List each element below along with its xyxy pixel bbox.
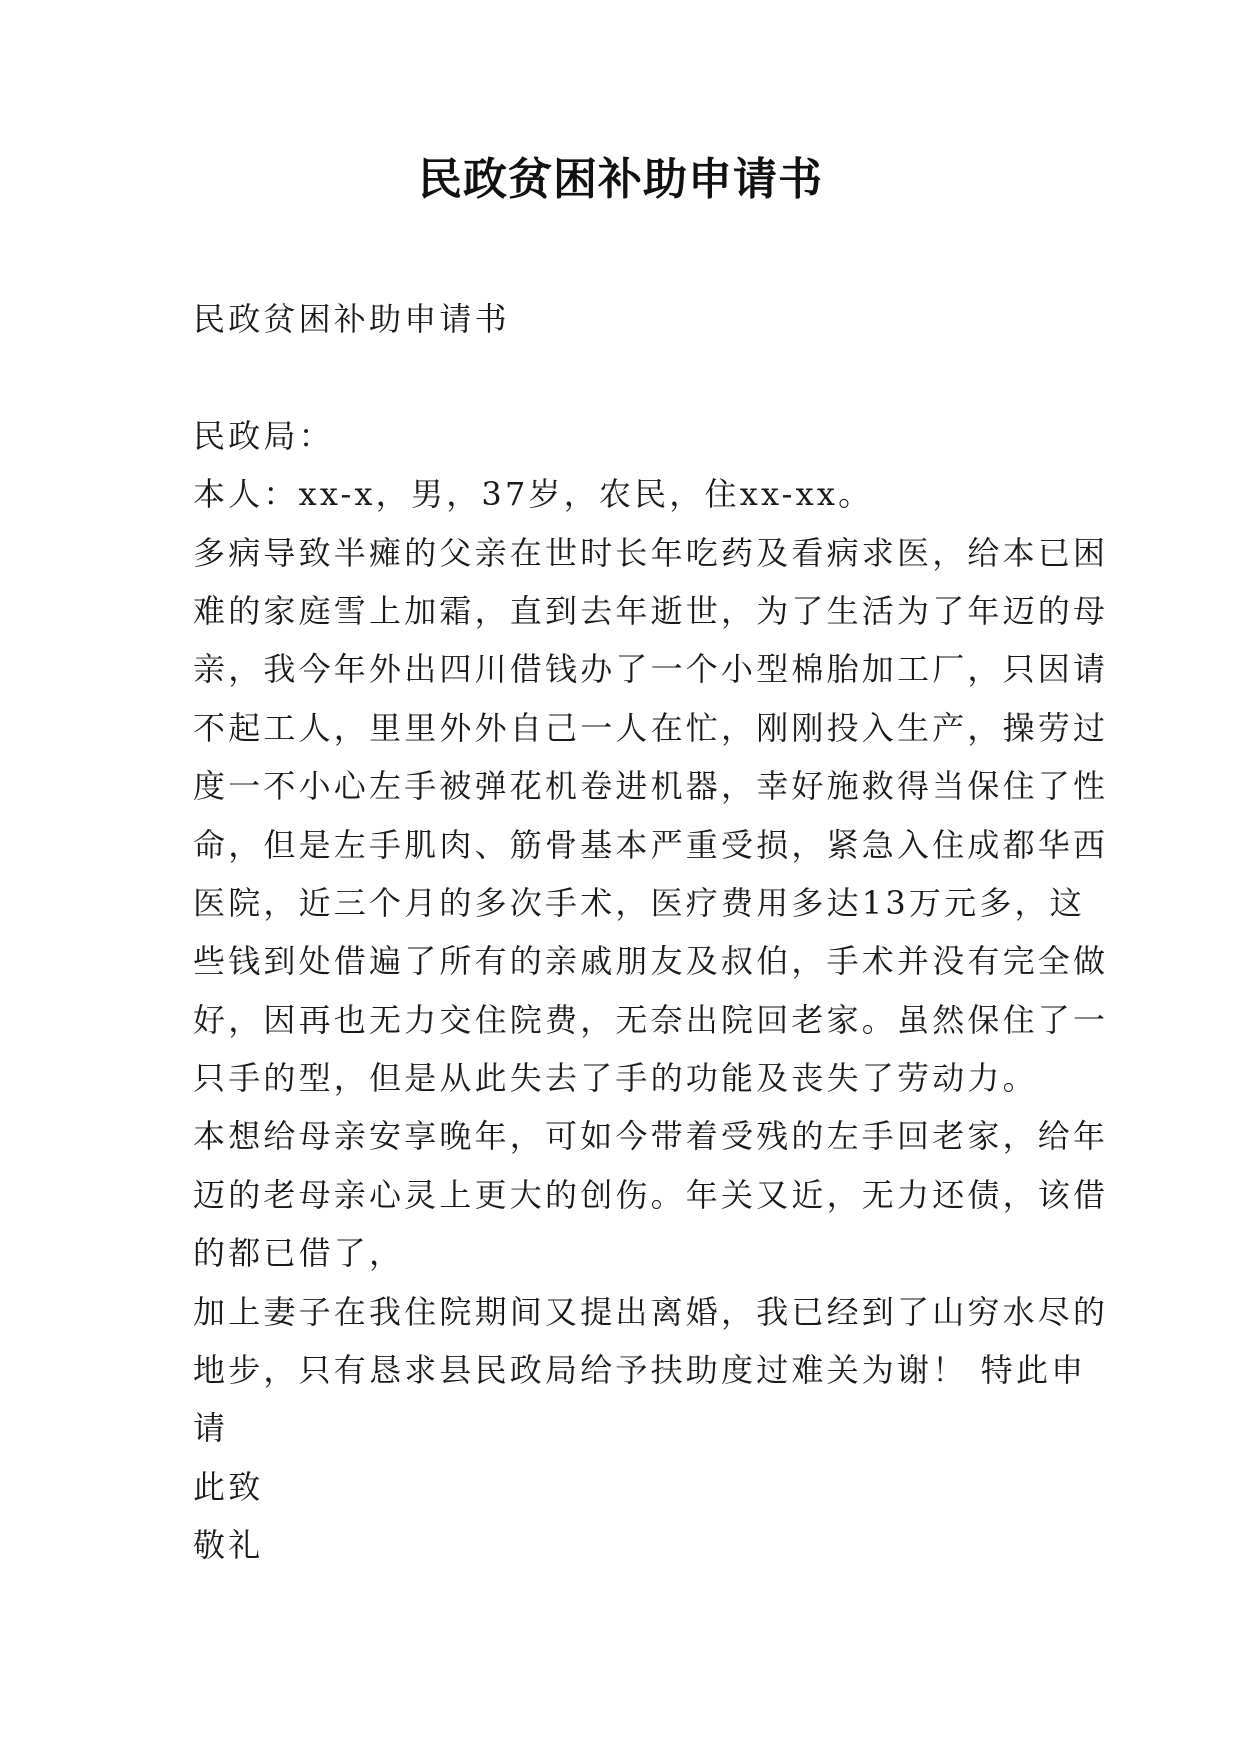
body-line: 请 [193,1409,229,1448]
body-line: 本想给母亲安享晚年，可如今带着受残的左手回老家，给年 [193,1117,1109,1156]
closing-line: 此致 [193,1467,264,1506]
body-line: 好，因再也无力交住院费，无奈出院回老家。虽然保住了一 [193,1000,1109,1039]
document-body [193,290,1109,1575]
body-line: 度一不小心左手被弹花机卷进机器，幸好施救得当保住了性 [193,767,1109,806]
body-line: 不起工人，里里外外自己一人在忙，刚刚投入生产，操劳过 [193,708,1109,747]
body-line: 的都已借了， [193,1234,405,1273]
document-subtitle: 民政贫困补助申请书 [193,300,510,338]
body-line: 本人：xx-x，男，37岁，农民，住xx-xx。 [193,475,874,514]
closing-line: 敬礼 [193,1526,264,1565]
blank-line [193,348,1055,406]
body-line: 些钱到处借遍了所有的亲戚朋友及叔伯，手术并没有完全做 [193,942,1109,981]
document-title: 民政贫困补助申请书 [418,154,823,205]
salutation: 民政局： [193,416,334,455]
body-line: 多病导致半瘫的父亲在世时长年吃药及看病求医，给本已困 [193,533,1109,572]
body-line: 医院，近三个月的多次手术，医疗费用多达13万元多，这 [193,883,1085,922]
body-line: 加上妻子在我住院期间又提出离婚，我已经到了山穷水尽的 [193,1292,1109,1331]
body-line: 地步，只有恳求县民政局给予扶助度过难关为谢！ 特此申 [193,1351,1087,1390]
body-line: 难的家庭雪上加霜，直到去年逝世，为了生活为了年迈的母 [193,591,1109,630]
body-line: 迈的老母亲心灵上更大的创伤。年关又近，无力还债，该借 [193,1175,1109,1214]
body-line: 命，但是左手肌肉、筋骨基本严重受损，紧急入住成都华西 [193,825,1109,864]
body-line: 亲，我今年外出四川借钱办了一个小型棉胎加工厂，只因请 [193,650,1109,689]
body-line: 只手的型，但是从此失去了手的功能及丧失了劳动力。 [193,1059,1038,1098]
